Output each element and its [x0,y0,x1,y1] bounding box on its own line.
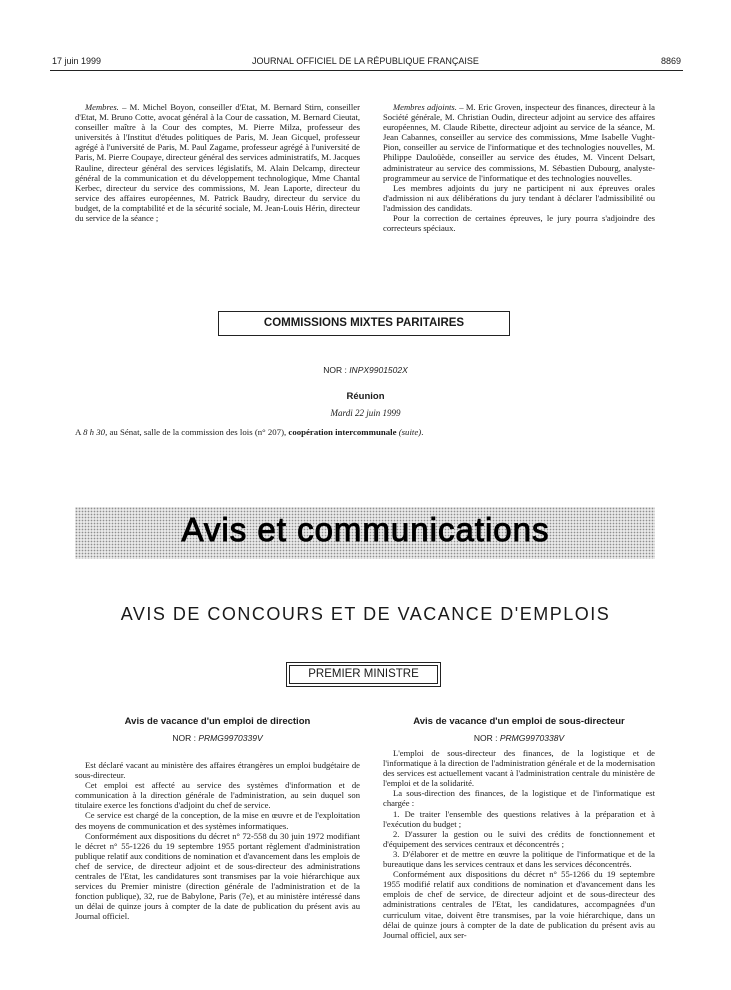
right-article-title: Avis de vacance d'un emploi de sous-directeur [413,716,625,727]
header-page-number: 8869 [660,56,681,66]
nor-code: INPX9901502X [349,365,408,375]
adjoint-paragraph-2: Les membres adjoints du jury ne participent ni aux épreuves orales d'admission ni aux délibérations du jury tendant à déclarer l'admissibilité ou l'admission des candidats. [383,182,655,213]
reunion-time: 8 h 30 [83,427,106,437]
right-article-body [383,748,655,940]
adjoint-members-label: Membres adjoints. [393,102,457,112]
left-article-body [75,760,360,922]
commissions-title-box: COMMISSIONS MIXTES PARITAIRES [218,311,510,336]
right-article-paragraph: La sous-direction des finances, de la logistique et de l'informatique est chargée : [383,788,655,809]
right-article-paragraph: 2. D'assurer la gestion ou le suivi des crédits de fonctionnement et d'équipement des services centraux et déconcentrés ; [383,828,655,849]
right-article-paragraph: Conformément aux dispositions du décret n° 55-1266 du 19 septembre 1955 modifié relatif aux conditions de nomination et d'avancement dans les emplois de chef de service, de directeur adjoint et de sous-directeur des administrations centrales de l'Etat, les candidatures, accompagnées d'un curriculum vitae, doivent être transmises, par la voie hiérarchique, dans un délai de quinze jours à compter de la date de publication du présent avis au Journal officiel, aux ser- [383,869,655,940]
right-article-paragraph: 1. De traiter l'ensemble des questions relatives à la préparation et à l'exécution du budget ; [383,808,655,829]
reunion-heading: Réunion [346,391,385,402]
avis-concours-title: AVIS DE CONCOURS ET DE VACANCE D'EMPLOIS [120,604,611,624]
right-article-paragraph: 3. D'élaborer et de mettre en œuvre la politique de l'informatique et de la bureautique dans les services centraux et dans les services déconcentrés. [383,848,655,870]
top-right-column [383,102,655,233]
reunion-date: Mardi 22 juin 1999 [330,408,401,418]
members-text: – M. Michel Boyon, conseiller d'Etat, M. Bernard Stirn, conseiller d'Etat, M. Bruno Cotte, avocat général à la Cour de cassation, M. Bernard Cieutat, conseiller maître à la Cour des comptes, M. Pierre Milza, professeur des universités à l'Institut d'études politiques de Paris, M. Jean Gicquel, professeur agrégé à l'université de Paris, M. Paul Zagame, professeur agrégé à l'université de Paris, M. Pierre Coupaye, directeur général des services administratifs, M. Jacques Rauline, directeur général des services législatifs, M. Alain Delcamp, directeur général de la communication et du développement technologique, Mme Chantal Kerbec, directeur du service des commissions, M. Jean Laporte, directeur du service des affaires européennes, M. Patrick Baudry, directeur du service du budget, de la comptabilité et de la sécurité sociale, M. Jean-Louis Hérin, directeur du service de la séance ; [75,102,360,224]
adjoint-paragraph-3: Pour la correction de certaines épreuves, le jury pourra s'adjoindre des correcteurs spéciaux. [383,213,655,234]
header-rule [50,70,683,71]
reunion-suite: (suite) [398,427,422,437]
adjoint-members-text: – M. Eric Groven, inspecteur des finances, directeur à la Société générale, M. Christian Oudin, directeur adjoint au service des affaires européennes, M. Claude Ribette, directeur adjoint au service de la séance, M. Jean Cabannes, conseiller au service des commissions, Mme Isabelle Vught-Pion, conseiller au service de l'informatique et des technologies nouvelles, M. Philippe Dauloüède, conseiller au service des études, M. Vincent Delsart, administrateur au service des commissions, M. Sébastien Dubourg, analyste-programmeur au service de l'informatique et des technologies nouvelles. [383,102,655,183]
section-banner-title: Avis et communications [181,511,550,548]
members-label: Membres. [85,102,119,112]
reunion-details: A 8 h 30, au Sénat, salle de la commission des lois (n° 207), coopération intercommunale (suite). [75,427,424,437]
left-article-paragraph: Ce service est chargé de la conception, de la mise en œuvre et de l'exploitation des moyens de communication et des systèmes informatiques. [75,810,360,831]
adjoint-members-paragraph [383,102,655,183]
commissions-nor [0,365,731,375]
right-article-nor: NOR : PRMG9970338V [473,733,565,743]
left-article-nor: NOR : PRMG9970339V [172,733,263,743]
left-article-paragraph: Est déclaré vacant au ministère des affaires étrangères un emploi budgétaire de sous-directeur. [75,760,360,781]
right-article-paragraph: L'emploi de sous-directeur des finances, de la logistique et de l'informatique à la direction de l'administration générale et de la modernisation des services est actuellement vacant à l'administration centrale du ministère de l'emploi et de la solidarité. [383,748,655,789]
left-article-title: Avis de vacance d'un emploi de direction [124,716,311,727]
left-article-paragraph: Conformément aux dispositions du décret n° 72-558 du 30 juin 1972 modifiant le décret n° 55-1226 du 19 septembre 1955 portant règlement d'administration publique relatif aux conditions de nomination et d'avancement dans les emplois de chef de service, de directeur adjoint et de sous-directeur des administrations centrales de l'Etat, les candidatures sont transmises par la voie hiérarchique aux services du Premier ministre (direction générale de l'administration et de la fonction publique), 32, rue de Babylone, Paris (7e), et au ministère intéressé dans un délai de quinze jours à compter de la date de publication du présent avis au Journal officiel. [75,830,360,922]
members-paragraph [75,102,360,223]
left-article-paragraph: Cet emploi est affecté au service des systèmes d'information et de communication à la direction générale de l'administration, au sein duquel son titulaire exerce les fonctions d'adjoint du chef de service. [75,780,360,811]
nor-label: NOR : [323,365,350,375]
premier-ministre-box [286,662,441,687]
header-journal-title: JOURNAL OFFICIEL DE LA RÉPUBLIQUE FRANÇAISE [252,56,479,66]
header-date: 17 juin 1999 [52,56,102,66]
top-left-column [75,102,360,223]
premier-ministre-inner-frame [289,665,438,684]
premier-ministre-label: PREMIER MINISTRE [308,668,419,680]
reunion-subject: coopération intercommunale [288,427,397,437]
